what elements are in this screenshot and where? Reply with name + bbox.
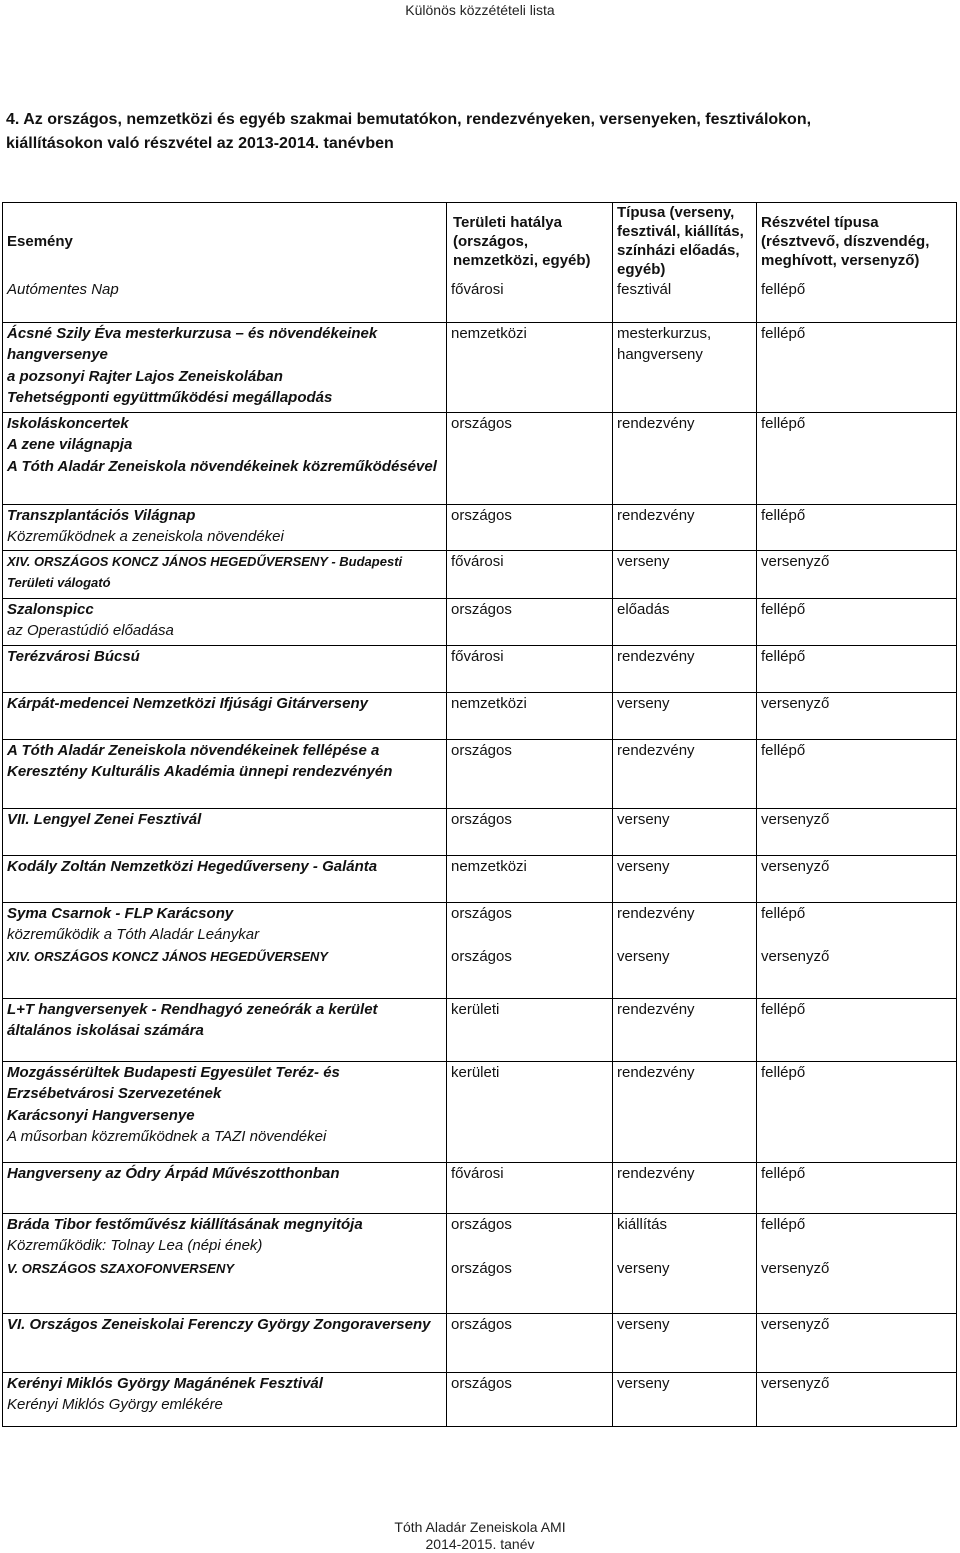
- event-detail: az Operastúdió előadása: [7, 622, 174, 639]
- event-name: XIV. ORSZÁGOS KONCZ JÁNOS HEGEDŰVERSENY: [7, 949, 328, 964]
- column-header-type: Típusa (verseny, fesztivál, kiállítás, színházi előadás, egyéb): [613, 203, 757, 280]
- event-name: Mozgássérültek Budapesti Egyesület Teréz- és Erzsébetvárosi Szervezetének: [7, 1063, 340, 1102]
- scope-cell: nemzetközi: [447, 855, 613, 902]
- type-cell: kiállítás: [613, 1213, 757, 1258]
- event-name: Terézvárosi Búcsú: [7, 647, 140, 665]
- column-header-event: Esemény: [3, 203, 447, 280]
- type-cell: verseny: [613, 1372, 757, 1426]
- participation-cell: fellépő: [757, 998, 957, 1061]
- participation-cell: fellépő: [757, 504, 957, 550]
- table-row: [3, 998, 957, 1061]
- participation-cell: fellépő: [757, 598, 957, 645]
- participation-cell: fellépő: [757, 322, 957, 412]
- scope-cell: fővárosi: [447, 279, 613, 322]
- scope-cell: országos: [447, 1313, 613, 1372]
- event-detail: Közreműködik: Tolnay Lea (népi ének): [7, 1237, 263, 1254]
- scope-cell: országos: [447, 902, 613, 946]
- table-row: [3, 412, 957, 504]
- event-detail: A műsorban közreműködnek a TAZI növendékei: [7, 1128, 327, 1145]
- table-row: [3, 1313, 957, 1372]
- type-cell: rendezvény: [613, 998, 757, 1061]
- participation-cell: fellépő: [757, 1162, 957, 1213]
- scope-cell: fővárosi: [447, 550, 613, 598]
- type-cell: rendezvény: [613, 645, 757, 692]
- type-cell: verseny: [613, 692, 757, 739]
- scope-cell: kerületi: [447, 998, 613, 1061]
- table-row: [3, 808, 957, 855]
- event-detail: A zene világnapja: [7, 436, 133, 453]
- events-table: [2, 202, 957, 1427]
- scope-cell: országos: [447, 946, 613, 998]
- type-cell: verseny: [613, 946, 757, 998]
- type-cell: rendezvény: [613, 739, 757, 808]
- event-name: Syma Csarnok - FLP Karácsony: [7, 904, 234, 922]
- event-name: Iskoláskoncertek: [7, 414, 129, 432]
- type-cell: mesterkurzus, hangverseny: [613, 322, 757, 412]
- participation-cell: versenyző: [757, 1372, 957, 1426]
- participation-cell: versenyző: [757, 692, 957, 739]
- type-cell: fesztivál: [613, 279, 757, 322]
- scope-cell: országos: [447, 1372, 613, 1426]
- type-cell: verseny: [613, 550, 757, 598]
- column-header-scope: Területi hatálya (országos, nemzetközi, egyéb): [447, 203, 613, 280]
- event-name: Hangverseny az Ódry Árpád Művészotthonban: [7, 1164, 340, 1182]
- type-cell: verseny: [613, 855, 757, 902]
- column-header-participation: Részvétel típusa (résztvevő, díszvendég, meghívott, versenyző): [757, 203, 957, 280]
- table-row: [3, 946, 957, 998]
- section-title: 4. Az országos, nemzetközi és egyéb szakmai bemutatókon, rendezvényeken, versenyeken, fesztiválokon, kiállításokon való részvétel az 2013-2014. tanévben: [6, 111, 812, 152]
- type-cell: rendezvény: [613, 504, 757, 550]
- event-name: VII. Lengyel Zenei Fesztivál: [7, 810, 202, 828]
- table-row: [3, 692, 957, 739]
- scope-cell: fővárosi: [447, 1162, 613, 1213]
- event-name: VI. Országos Zeneiskolai Ferenczy György Zongoraverseny: [7, 1315, 431, 1333]
- table-row: [3, 550, 957, 598]
- scope-cell: országos: [447, 504, 613, 550]
- participation-cell: versenyző: [757, 946, 957, 998]
- event-detail: Közreműködnek a zeneiskola növendékei: [7, 528, 284, 545]
- participation-cell: versenyző: [757, 1313, 957, 1372]
- event-name: Ácsné Szily Éva mesterkurzusa – és növendékeinek hangversenye: [7, 324, 378, 363]
- participation-cell: fellépő: [757, 412, 957, 504]
- event-detail: Kerényi Miklós György emlékére: [7, 1396, 223, 1413]
- participation-cell: versenyző: [757, 550, 957, 598]
- event-detail: közreműködik a Tóth Aladár Leánykar: [7, 926, 260, 943]
- event-name: V. ORSZÁGOS SZAXOFONVERSENY: [7, 1261, 235, 1276]
- scope-cell: országos: [447, 1258, 613, 1313]
- table-row: [3, 504, 957, 550]
- event-name: XIV. ORSZÁGOS KONCZ JÁNOS HEGEDŰVERSENY - Budapesti Területi válogató: [7, 553, 403, 590]
- footer-school-name: Tóth Aladár Zeneiskola AMI: [394, 1519, 566, 1535]
- event-name: Kárpát-medencei Nemzetközi Ifjúsági Gitárverseny: [7, 694, 368, 712]
- table-row: [3, 645, 957, 692]
- event-name: Kerényi Miklós György Magánének Fesztivál: [7, 1374, 323, 1392]
- table-row: [3, 598, 957, 645]
- table-row: [3, 1061, 957, 1162]
- event-name: Szalonspicc: [7, 600, 94, 618]
- table-row: [3, 1162, 957, 1213]
- scope-cell: nemzetközi: [447, 322, 613, 412]
- table-row: [3, 739, 957, 808]
- participation-cell: fellépő: [757, 739, 957, 808]
- participation-cell: versenyző: [757, 855, 957, 902]
- event-name: A Tóth Aladár Zeneiskola növendékeinek fellépése a Keresztény Kulturális Akadémia ünnepi rendezvényén: [7, 741, 393, 780]
- event-detail: a pozsonyi Rajter Lajos Zeneiskolában: [7, 367, 283, 385]
- footer-school-year: 2014-2015. tanév: [425, 1536, 535, 1552]
- scope-cell: országos: [447, 739, 613, 808]
- participation-cell: fellépő: [757, 1061, 957, 1162]
- scope-cell: nemzetközi: [447, 692, 613, 739]
- participation-cell: fellépő: [757, 1213, 957, 1258]
- event-name: Transzplantációs Világnap: [7, 506, 196, 524]
- participation-cell: fellépő: [757, 645, 957, 692]
- type-cell: rendezvény: [613, 1162, 757, 1213]
- type-cell: előadás: [613, 598, 757, 645]
- type-cell: verseny: [613, 1258, 757, 1313]
- scope-cell: országos: [447, 1213, 613, 1258]
- participation-cell: fellépő: [757, 279, 957, 322]
- event-name: Kodály Zoltán Nemzetközi Hegedűverseny - Galánta: [7, 857, 378, 875]
- table-row: [3, 279, 957, 322]
- scope-cell: országos: [447, 808, 613, 855]
- scope-cell: országos: [447, 412, 613, 504]
- document-footer: [0, 1519, 960, 1553]
- scope-cell: fővárosi: [447, 645, 613, 692]
- scope-cell: országos: [447, 598, 613, 645]
- participation-cell: versenyző: [757, 808, 957, 855]
- type-cell: rendezvény: [613, 902, 757, 946]
- event-detail: Karácsonyi Hangversenye: [7, 1106, 195, 1124]
- table-row: [3, 1213, 957, 1258]
- table-row: [3, 1258, 957, 1313]
- table-row: [3, 855, 957, 902]
- table-row: [3, 902, 957, 946]
- event-detail: Tehetségponti együttműködési megállapodás: [7, 389, 333, 406]
- type-cell: verseny: [613, 1313, 757, 1372]
- table-row: [3, 1372, 957, 1426]
- table-row: [3, 322, 957, 412]
- event-name: Autómentes Nap: [7, 281, 119, 298]
- table-header-row: [3, 203, 957, 280]
- event-name: L+T hangversenyek - Rendhagyó zeneórák a kerület általános iskolásai számára: [7, 1000, 378, 1039]
- type-cell: verseny: [613, 808, 757, 855]
- type-cell: rendezvény: [613, 412, 757, 504]
- participation-cell: versenyző: [757, 1258, 957, 1313]
- event-name: Bráda Tibor festőművész kiállításának megnyitója: [7, 1215, 363, 1233]
- event-detail: A Tóth Aladár Zeneiskola növendékeinek közreműködésével: [7, 457, 437, 475]
- type-cell: rendezvény: [613, 1061, 757, 1162]
- scope-cell: kerületi: [447, 1061, 613, 1162]
- participation-cell: fellépő: [757, 902, 957, 946]
- document-header: Különös közzétételi lista: [405, 2, 555, 18]
